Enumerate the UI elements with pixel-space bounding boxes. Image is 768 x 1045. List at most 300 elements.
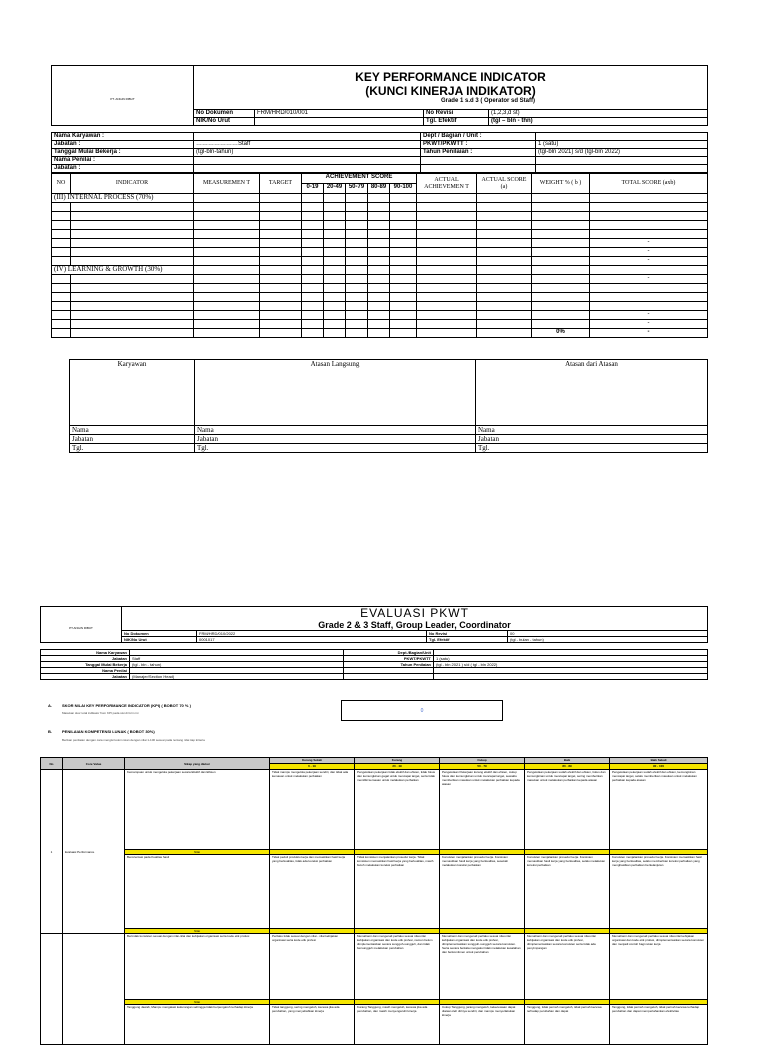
evaluation-form (40, 606, 708, 680)
kpi-cell[interactable] (477, 284, 532, 293)
dept-value (536, 133, 708, 141)
level-name-4: Baik Sekali (610, 758, 708, 764)
criteria-cell: Cukup Tanggung, jarang mengeluh, kekecewaan dapat diatasi oleh dirinya sendiri, dan mampu menyerlakukan kinerja (440, 1005, 525, 1045)
kpi-cell[interactable] (302, 320, 324, 329)
internal-process-rows (52, 203, 708, 266)
level-range-1: 20 - 49 (355, 764, 440, 770)
kpi-row (52, 239, 708, 248)
kpi-score-box[interactable] (341, 700, 503, 721)
kpi-cell[interactable] (390, 212, 417, 221)
total-score-cell[interactable] (590, 203, 708, 212)
kpi-cell[interactable] (52, 284, 71, 293)
section-a-title: SKOR NILAI KEY PERFORMANCE INDICATOR (KPI) ( BOBOT 70 % ) (62, 703, 191, 708)
criteria-cell: Kurang Tanggung, masih mengeluh, kecewa jika ada perubahan, dan masih menyengaruhi kinerja (355, 1005, 440, 1045)
sig-name-label: Nama (70, 426, 195, 435)
kpi-cell[interactable] (302, 248, 324, 257)
kpi-cell[interactable] (532, 275, 590, 284)
kpi-cell[interactable] (302, 293, 324, 302)
kpi-cell[interactable] (390, 302, 417, 311)
pkwt-label: PKWT/PKWTT : (421, 141, 536, 149)
criteria-cell: Tidak mampu mengelola pekerjaan sendiri, dan tidak ada kemauan untuk melakukan perbaikan (270, 770, 355, 850)
kpi-cell[interactable] (532, 293, 590, 302)
criteria-cell: Pengelolaan Pekerjaan kurang efektif dan efisien, cukup fokus dan kemungkinan untuk mencapai target, sewaktu memberikan masukan untuk melakukan perbaikan kepada atasan (440, 770, 525, 850)
total-score-cell[interactable] (590, 212, 708, 221)
kpi-cell[interactable] (346, 212, 368, 221)
kpi-cell[interactable] (302, 275, 324, 284)
criteria-cell: Pengelolaan pekerjaan sudah efektif dan efisien, kemungkinan mencapai target, selalu memberikan masukan untuk melakukan perbaikan kepada atasan (610, 770, 708, 850)
kpi-cell[interactable] (532, 212, 590, 221)
kpi-cell[interactable] (260, 248, 302, 257)
kpi-cell[interactable] (390, 203, 417, 212)
evaluation-employee-table (40, 649, 708, 680)
col-weight: WEIGHT % ( b ) (532, 174, 590, 194)
kpi-cell[interactable] (346, 311, 368, 320)
empty-cell (368, 194, 390, 203)
kpi-cell[interactable] (417, 248, 477, 257)
empty-cell (590, 266, 708, 275)
kpi-cell[interactable] (346, 284, 368, 293)
kpi-cell[interactable] (346, 293, 368, 302)
kpi-cell[interactable] (477, 248, 532, 257)
total-score-cell[interactable] (590, 284, 708, 293)
start-date-label: Tanggal Mulai Bekerja : (52, 149, 194, 157)
criteria-cell: Memahami dan mengenali perilaku sesuai nilai-nilai kebijakan organisasi dan kode etik profesi, diimplementasikan secara konsisten serta tidak ada penyimpangan (525, 934, 610, 1000)
section-b-note: Berikan penilaian dengan cara mengisi kolom isian dengan nilai 1-100 sesuai pada rentang nilai tiap kriteria (62, 738, 205, 742)
range-4: 90-100 (390, 184, 417, 194)
kpi-cell[interactable] (194, 311, 260, 320)
row-core-value (63, 934, 125, 1045)
effective-date-label: Tgl. Efektif (424, 118, 489, 126)
doc-no-value: FRM/HRD/010/001 (255, 110, 424, 118)
eval-start-label: Tanggal Mulai Bekerja (41, 662, 130, 668)
total-score-cell[interactable] (590, 293, 708, 302)
kpi-cell[interactable] (477, 239, 532, 248)
kpi-cell[interactable] (260, 311, 302, 320)
total-score-cell[interactable]: - (590, 248, 708, 257)
kpi-cell[interactable] (52, 320, 71, 329)
emp-name-value (194, 133, 421, 141)
kpi-cell[interactable] (390, 248, 417, 257)
total-weight: 0% (532, 329, 590, 338)
kpi-cell[interactable] (260, 275, 302, 284)
kpi-cell[interactable] (324, 302, 346, 311)
kpi-cell[interactable] (417, 284, 477, 293)
kpi-cell[interactable] (346, 221, 368, 230)
level-range-0: 0 - 19 (270, 764, 355, 770)
kpi-cell[interactable] (368, 311, 390, 320)
empty-cell (536, 165, 708, 173)
position-label: Jabatan : (52, 141, 194, 149)
kpi-cell[interactable] (368, 212, 390, 221)
kpi-cell[interactable] (368, 230, 390, 239)
kpi-cell[interactable] (324, 230, 346, 239)
kpi-row (52, 221, 708, 230)
kpi-cell[interactable] (71, 212, 194, 221)
kpi-cell[interactable] (346, 275, 368, 284)
kpi-cell[interactable] (477, 230, 532, 239)
kpi-cell[interactable] (71, 230, 194, 239)
nilai-label: Nilai (125, 1000, 270, 1005)
criteria-cell: Tidak konsisten menjalankan prosedur kerja. Tidak konsisten memastikan hasil kerja yang berkualitas, masih butuh melakukan koreksi perbaikan (355, 855, 440, 929)
range-1: 20-49 (324, 184, 346, 194)
kpi-cell[interactable] (532, 311, 590, 320)
kpi-cell[interactable] (302, 284, 324, 293)
row-no (41, 934, 63, 1045)
kpi-cell[interactable] (52, 239, 71, 248)
kpi-cell[interactable] (71, 302, 194, 311)
empty-cell (421, 157, 536, 165)
kpi-cell[interactable] (52, 293, 71, 302)
total-score-cell[interactable]: - (590, 311, 708, 320)
kpi-cell[interactable] (260, 239, 302, 248)
kpi-cell[interactable] (194, 284, 260, 293)
kpi-cell[interactable] (532, 248, 590, 257)
empty-cell (194, 266, 260, 275)
kpi-cell[interactable] (532, 302, 590, 311)
kpi-cell[interactable] (346, 320, 368, 329)
empty-cell (194, 194, 260, 203)
kpi-cell[interactable] (194, 257, 260, 266)
kpi-cell[interactable] (194, 221, 260, 230)
doc-no-label-2: No Dokumen (122, 631, 197, 637)
sig-date-label: Tgl. (195, 444, 476, 453)
empty-cell (324, 329, 346, 338)
assessor-position-value (194, 165, 421, 173)
kpi-cell[interactable] (390, 221, 417, 230)
kpi-cell[interactable] (368, 275, 390, 284)
kpi-cell[interactable] (417, 212, 477, 221)
kpi-cell[interactable] (417, 293, 477, 302)
kpi-cell[interactable] (477, 320, 532, 329)
kpi-cell[interactable] (71, 239, 194, 248)
criteria-cell: Tanggung, tidak pernah mengeluh, tidak pernah kecewa terhadap perubahan dan dapat mempertahankan efektivitas (610, 1005, 708, 1045)
kpi-cell[interactable] (324, 275, 346, 284)
effective-value-2: (tgl - bulan - tahun) (508, 637, 708, 643)
kpi-header-table (51, 65, 708, 126)
kpi-cell[interactable] (368, 239, 390, 248)
kpi-cell[interactable] (302, 203, 324, 212)
kpi-cell[interactable] (260, 257, 302, 266)
kpi-score-table (51, 173, 708, 338)
criteria-cell: Tidak tanggung, sering mengeluh, kecewa jika ada perubahan, yang menyebabkan kinerja (270, 1005, 355, 1045)
sig-position-label: Jabatan (70, 435, 195, 444)
kpi-cell[interactable] (71, 311, 194, 320)
kpi-cell[interactable] (477, 311, 532, 320)
empty-cell (417, 194, 477, 203)
empty-cell (532, 266, 590, 275)
kpi-cell[interactable] (194, 203, 260, 212)
assessment-year-label: Tahun Penilaian : (421, 149, 536, 157)
kpi-cell[interactable] (302, 221, 324, 230)
kpi-cell[interactable] (417, 311, 477, 320)
kpi-cell[interactable] (71, 293, 194, 302)
kpi-cell[interactable] (477, 293, 532, 302)
empty-cell (302, 329, 324, 338)
kpi-cell[interactable] (417, 230, 477, 239)
nik-value-2: 0001017 (197, 637, 427, 643)
kpi-cell[interactable] (324, 239, 346, 248)
attitude-text: Kemampuan untuk mengelola pekerjaan secara Efektif dan Efisien (125, 770, 270, 850)
criteria-cell: Konsisten menjalankan prosedur kerja. Konsisten memastikan hasil kerja yang berkualitas, sesekali melakukan koreksi perbaikan (440, 855, 525, 929)
kpi-cell[interactable] (71, 275, 194, 284)
kpi-cell[interactable] (477, 212, 532, 221)
total-score-cell[interactable]: - (590, 275, 708, 284)
empty-cell (417, 266, 477, 275)
kpi-cell[interactable] (532, 239, 590, 248)
kpi-cell[interactable] (368, 320, 390, 329)
kpi-cell[interactable] (194, 302, 260, 311)
kpi-cell[interactable] (71, 248, 194, 257)
eval-position-label: Jabatan (41, 656, 130, 662)
criteria-cell: Perilaku tidak sesuai dengan nilai - nilai kebijakan organisasi serta kode etik profesi (270, 934, 355, 1000)
kpi-cell[interactable] (260, 230, 302, 239)
kpi-cell[interactable] (52, 248, 71, 257)
total-score-cell[interactable]: - (590, 239, 708, 248)
kpi-cell[interactable] (302, 239, 324, 248)
pkwt-value: 1 (satu) (536, 141, 708, 149)
kpi-row (52, 320, 708, 329)
kpi-cell[interactable] (417, 203, 477, 212)
kpi-cell[interactable] (194, 239, 260, 248)
kpi-cell[interactable] (417, 221, 477, 230)
kpi-grade: Grade 1 s.d 3 ( Operator sd Staff) (440, 98, 535, 104)
empty-cell (260, 329, 302, 338)
col-achievement: ACHIEVEMENT SCORE (302, 174, 417, 184)
kpi-cell[interactable] (390, 311, 417, 320)
kpi-cell[interactable] (324, 320, 346, 329)
criteria-cell: Konsisten menjalankan prosedur kerja. Konsisten memastikan hasil kerja yang berkualitas, selalu memberikan koreksi perbaikan yang menghasilkan perbaikan berkelanjutan (610, 855, 708, 929)
kpi-cell[interactable] (417, 275, 477, 284)
total-score-cell[interactable] (590, 221, 708, 230)
kpi-cell[interactable] (194, 248, 260, 257)
empty-cell (346, 329, 368, 338)
kpi-cell[interactable] (302, 311, 324, 320)
kpi-cell[interactable] (52, 203, 71, 212)
kpi-cell[interactable] (194, 293, 260, 302)
empty-cell (421, 165, 536, 173)
kpi-cell[interactable] (532, 320, 590, 329)
kpi-cell[interactable] (390, 320, 417, 329)
kpi-cell[interactable] (390, 293, 417, 302)
kpi-cell[interactable] (417, 320, 477, 329)
kpi-cell[interactable] (532, 284, 590, 293)
section-a-letter: A. (48, 703, 52, 708)
company-name: PT. ANGIN RIBUT (110, 96, 135, 101)
kpi-cell[interactable] (71, 320, 194, 329)
start-date-value: (tgl-bln-tahun) (194, 149, 421, 157)
kpi-cell[interactable] (194, 212, 260, 221)
empty-cell (368, 329, 390, 338)
level-name-1: Kurang (355, 758, 440, 764)
kpi-cell[interactable] (302, 212, 324, 221)
kpi-cell[interactable] (532, 230, 590, 239)
eval-start-value: (tgl - bln - tahun) (130, 662, 344, 668)
kpi-cell[interactable] (302, 230, 324, 239)
kpi-cell[interactable] (368, 257, 390, 266)
kpi-cell[interactable] (346, 302, 368, 311)
kpi-cell[interactable] (417, 257, 477, 266)
kpi-cell[interactable] (532, 203, 590, 212)
sig-name-label: Nama (476, 426, 708, 435)
kpi-cell[interactable] (477, 257, 532, 266)
section-b-letter: B. (48, 729, 52, 734)
col-no-2: No (41, 758, 63, 770)
kpi-row (52, 212, 708, 221)
eval-pkwt-label: PKWT/PKWTT (344, 656, 434, 662)
kpi-cell[interactable] (71, 203, 194, 212)
criteria-cell: Tanggung, tidak pernah mengeluh, tidak pernah kecewa terhadap perubahan dan dapat (525, 1005, 610, 1045)
kpi-form (51, 65, 708, 338)
kpi-cell[interactable] (324, 257, 346, 266)
total-score-cell[interactable]: - (590, 257, 708, 266)
kpi-cell[interactable] (477, 221, 532, 230)
level-range-2: 50 - 79 (440, 764, 525, 770)
kpi-cell[interactable] (390, 284, 417, 293)
total-score-cell[interactable] (590, 230, 708, 239)
kpi-cell[interactable] (532, 257, 590, 266)
kpi-cell[interactable] (390, 257, 417, 266)
kpi-cell[interactable] (52, 302, 71, 311)
effective-date-value: (tgl – bln - thn) (489, 118, 708, 126)
empty-cell (260, 194, 302, 203)
kpi-cell[interactable] (417, 239, 477, 248)
kpi-cell[interactable] (390, 275, 417, 284)
section-a-note: Masukan skor total indikator from KPI pada sisi di form ini (62, 711, 139, 715)
empty-cell (324, 194, 346, 203)
kpi-cell[interactable] (390, 230, 417, 239)
kpi-cell[interactable] (71, 284, 194, 293)
sig-position-label: Jabatan (195, 435, 476, 444)
kpi-row (52, 203, 708, 212)
kpi-cell[interactable] (324, 212, 346, 221)
sig-name-label: Nama (195, 426, 476, 435)
criteria-cell: Memahami dan mengenali perilaku sesuai nilai-nilai kebijakan organisasi dan kode etik profesi, diimplementasikan secara konsisten dan menjadi contoh bagi rekan kerja (610, 934, 708, 1000)
criteria-cell: Konsisten menjalankan prosedur kerja. Konsisten memastikan hasil kerja yang berkualitas, selalu melakukan koreksi perbaikan (525, 855, 610, 929)
kpi-cell[interactable] (324, 203, 346, 212)
kpi-cell[interactable] (390, 239, 417, 248)
section-b-title: PENILAIAN KOMPETENSI LUNAK ( BOBOT 30%) (62, 729, 155, 734)
attitude-text: Tanggung Jawab, Mampu mengatasi kekurangan sehingga tidak berpengaruh terhadap kinerja (125, 1005, 270, 1045)
kpi-cell[interactable] (260, 320, 302, 329)
nik-label-2: NIK/No Urut (122, 637, 197, 643)
kpi-cell[interactable] (368, 302, 390, 311)
kpi-cell[interactable] (324, 284, 346, 293)
kpi-cell[interactable] (302, 302, 324, 311)
kpi-cell[interactable] (346, 248, 368, 257)
col-indicator: INDICATOR (71, 174, 194, 194)
kpi-cell[interactable] (260, 221, 302, 230)
kpi-cell[interactable] (346, 257, 368, 266)
empty-cell (477, 329, 532, 338)
row-core-value: Evaluasi Performance (63, 770, 125, 934)
effective-label-2: Tgl. Efektif (427, 637, 508, 643)
kpi-cell[interactable] (52, 221, 71, 230)
empty-cell (417, 329, 477, 338)
sig-date-label: Tgl. (476, 444, 708, 453)
kpi-cell[interactable] (368, 293, 390, 302)
employee-info-table (51, 132, 708, 173)
kpi-cell[interactable] (302, 257, 324, 266)
col-target: TARGET (260, 174, 302, 194)
evaluation-title: EVALUASI PKWT (360, 606, 469, 620)
criteria-cell: Tidak peduli produktu kerja dan memastikan hasil kerja yang berkualitas, tidak ada koreksi perbaikan (270, 855, 355, 929)
kpi-cell[interactable] (346, 239, 368, 248)
kpi-row (52, 248, 708, 257)
signature-employee: Karyawan (70, 360, 195, 426)
kpi-cell[interactable] (260, 293, 302, 302)
row-no: 1 (41, 770, 63, 934)
evaluation-subtitle: Grade 2 & 3 Staff, Group Leader, Coordinator (318, 620, 511, 630)
level-range-4: 90 - 100 (610, 764, 708, 770)
kpi-title: KEY PERFORMANCE INDICATOR (355, 70, 546, 84)
kpi-row (52, 302, 708, 311)
section-learning-growth: (IV) LEARNING & GROWTH (30%) (52, 266, 194, 275)
kpi-cell[interactable] (477, 302, 532, 311)
kpi-cell[interactable] (260, 302, 302, 311)
kpi-cell[interactable] (52, 212, 71, 221)
kpi-cell[interactable] (477, 203, 532, 212)
kpi-cell[interactable] (194, 230, 260, 239)
grand-total: - (590, 329, 708, 338)
col-total-score: TOTAL SCORE (axb) (590, 174, 708, 194)
sig-date-label: Tgl. (70, 444, 195, 453)
range-3: 80-89 (368, 184, 390, 194)
empty-cell (324, 266, 346, 275)
kpi-cell[interactable] (324, 248, 346, 257)
kpi-cell[interactable] (346, 203, 368, 212)
eval-assessor-label: Nama Penilai (41, 668, 130, 674)
kpi-cell[interactable] (260, 203, 302, 212)
col-no: NO (52, 174, 71, 194)
kpi-cell[interactable] (417, 302, 477, 311)
kpi-cell[interactable] (260, 284, 302, 293)
kpi-cell[interactable] (260, 212, 302, 221)
kpi-cell[interactable] (368, 203, 390, 212)
signature-table (69, 359, 708, 453)
kpi-cell[interactable] (324, 311, 346, 320)
revision-value-2: 00 (508, 631, 708, 637)
kpi-cell[interactable] (368, 248, 390, 257)
signature-direct-supervisor: Atasan Langsung (195, 360, 476, 426)
kpi-cell[interactable] (194, 275, 260, 284)
doc-no-label: No Dokumen (194, 110, 255, 118)
empty-cell (477, 194, 532, 203)
kpi-cell[interactable] (52, 230, 71, 239)
col-measurement: MEASUREMEN T (194, 174, 260, 194)
kpi-cell[interactable] (71, 221, 194, 230)
kpi-cell[interactable] (368, 284, 390, 293)
company-name-2: PT.ANGIN RIBUT (69, 625, 93, 630)
kpi-cell[interactable] (52, 275, 71, 284)
kpi-cell[interactable] (477, 275, 532, 284)
emp-name-label: Nama Karyawan : (52, 133, 194, 141)
kpi-cell[interactable] (532, 221, 590, 230)
nilai-label: Nilai (125, 850, 270, 855)
total-score-cell[interactable] (590, 302, 708, 311)
kpi-row (52, 293, 708, 302)
kpi-cell[interactable] (194, 320, 260, 329)
empty-cell (194, 329, 260, 338)
revision-label-2: No Revisi (427, 631, 508, 637)
kpi-cell[interactable] (52, 311, 71, 320)
level-name-2: Cukup (440, 758, 525, 764)
total-score-cell[interactable]: - (590, 320, 708, 329)
kpi-cell[interactable] (324, 293, 346, 302)
empty-cell (590, 194, 708, 203)
kpi-cell[interactable] (324, 221, 346, 230)
kpi-cell[interactable] (346, 230, 368, 239)
kpi-cell[interactable] (368, 221, 390, 230)
